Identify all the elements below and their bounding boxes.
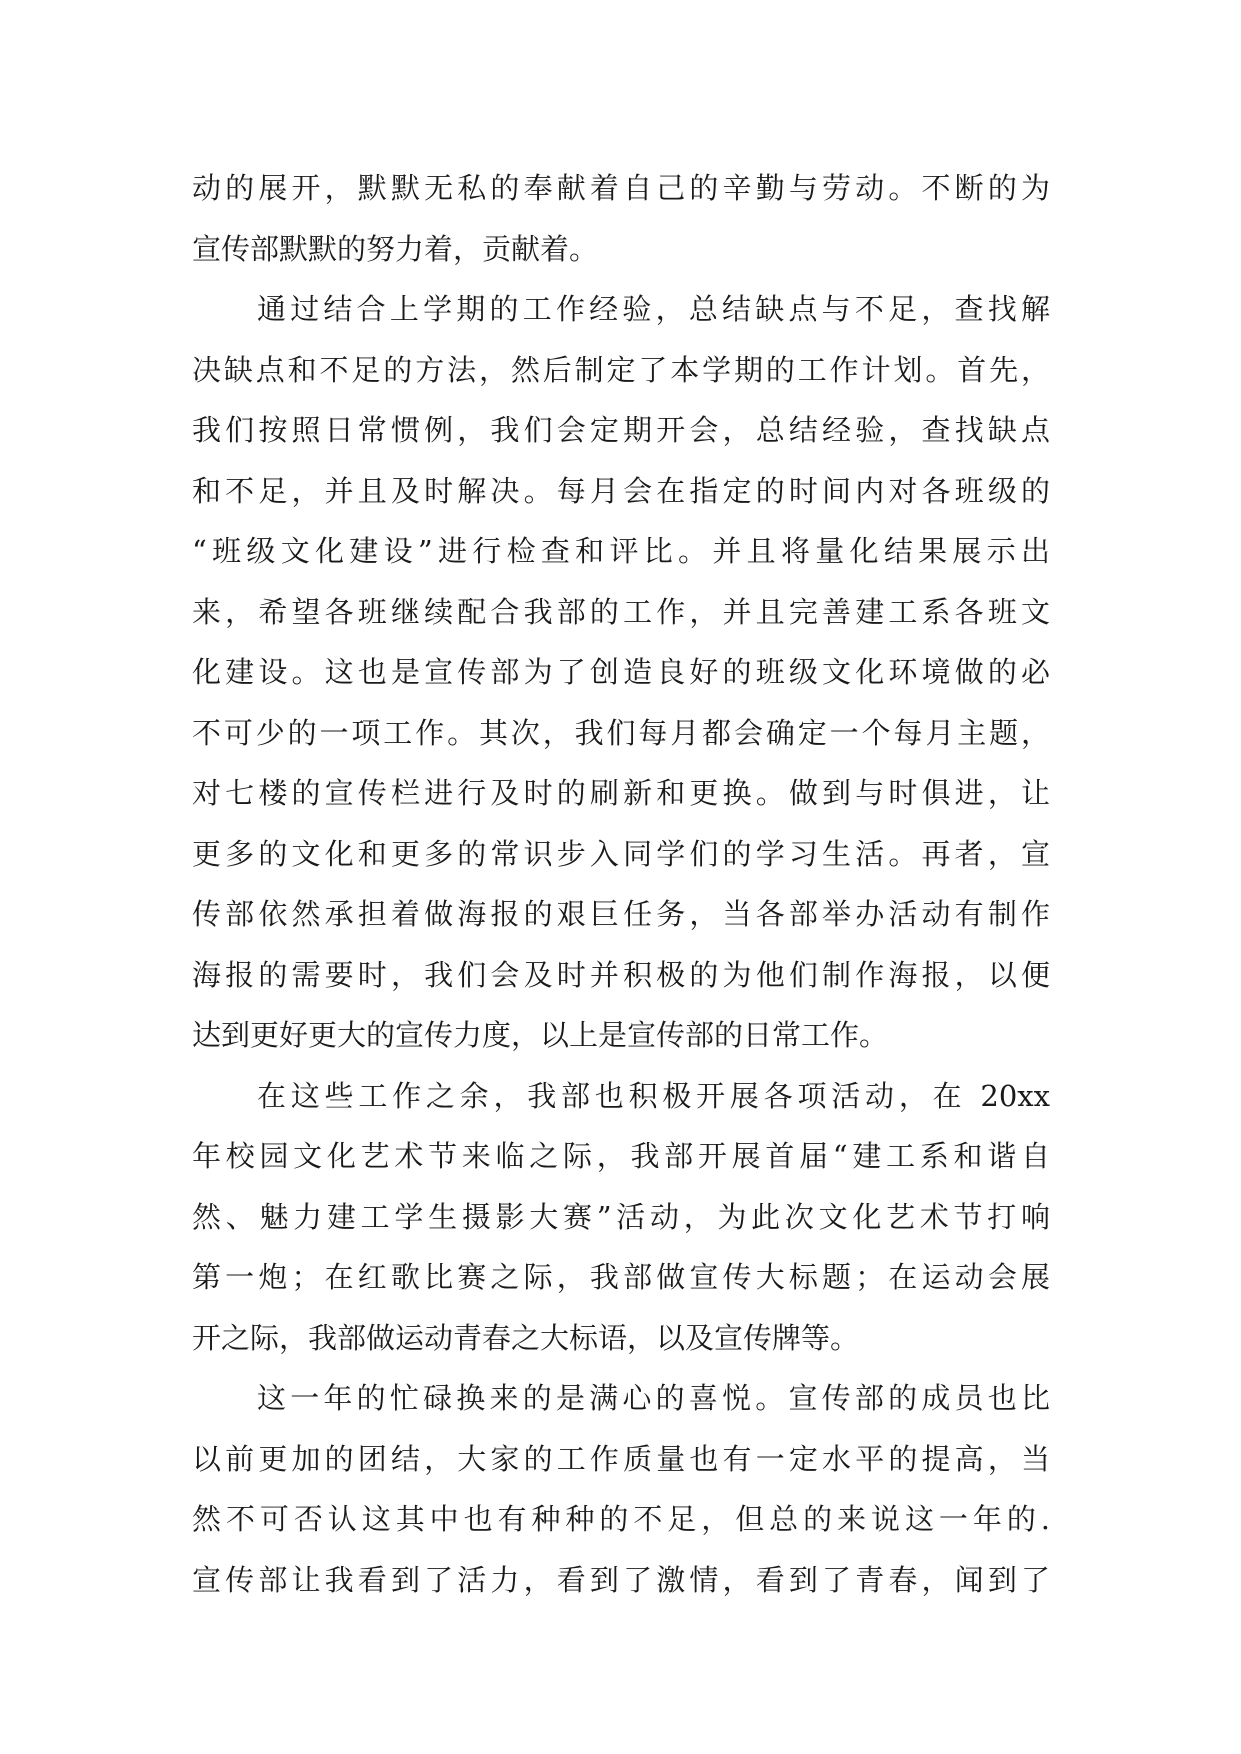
text-line: 宣传部默默的努力着，贡献着。 [192,231,599,266]
text-line: 宣传部让我看到了活力，看到了激情，看到了青春，闻到了 [192,1562,1050,1597]
text-line: 对七楼的宣传栏进行及时的刷新和更换。做到与时俱进，让 [192,776,1050,810]
text-line: 年校园文化艺术节来临之际，我部开展首届“建工系和谐自 [192,1139,1050,1173]
text-line: 这一年的忙碌换来的是满心的喜悦。宣传部的成员也比 [257,1381,1050,1415]
text-line: 在这些工作之余，我部也积极开展各项活动，在 20xx [257,1078,1050,1113]
text-line: 来，希望各班继续配合我部的工作，并且完善建工系各班文 [192,594,1050,629]
text-line: 更多的文化和更多的常识步入同学们的学习生活。再者，宣 [192,836,1050,871]
text-line: 海报的需要时，我们会及时并积极的为他们制作海报，以便 [192,957,1050,992]
text-line: 第一炮；在红歌比赛之际，我部做宣传大标题；在运动会展 [192,1260,1050,1294]
text-line: 通过结合上学期的工作经验，总结缺点与不足，查找解 [257,292,1050,326]
document-body [192,158,1050,1610]
text-line: 达到更好更大的宣传力度，以上是宣传部的日常工作。 [192,1018,889,1052]
text-line: “班级文化建设”进行检查和评比。并且将量化结果展示出 [192,534,1050,568]
text-line: 以前更加的团结，大家的工作质量也有一定水平的提高，当 [192,1441,1050,1476]
text-line: 传部依然承担着做海报的艰巨任务，当各部举办活动有制作 [192,897,1050,931]
text-line: 开之际，我部做运动青春之大标语，以及宣传牌等。 [192,1320,860,1355]
text-line: 然不可否认这其中也有种种的不足，但总的来说这一年的. [192,1502,1050,1536]
text-line: 不可少的一项工作。其次，我们每月都会确定一个每月主题， [192,715,1050,750]
text-line: 和不足，并且及时解决。每月会在指定的时间内对各班级的 [192,473,1050,508]
text-line: 动的展开，默默无私的奉献着自己的辛勤与劳动。不断的为 [192,171,1050,205]
text-line: 决缺点和不足的方法，然后制定了本学期的工作计划。首先， [192,352,1050,387]
text-line: 化建设。这也是宣传部为了创造良好的班级文化环境做的必 [192,655,1050,689]
text-line: 我们按照日常惯例，我们会定期开会，总结经验，查找缺点 [192,413,1050,447]
text-line: 然、魅力建工学生摄影大赛”活动，为此次文化艺术节打响 [192,1199,1050,1234]
